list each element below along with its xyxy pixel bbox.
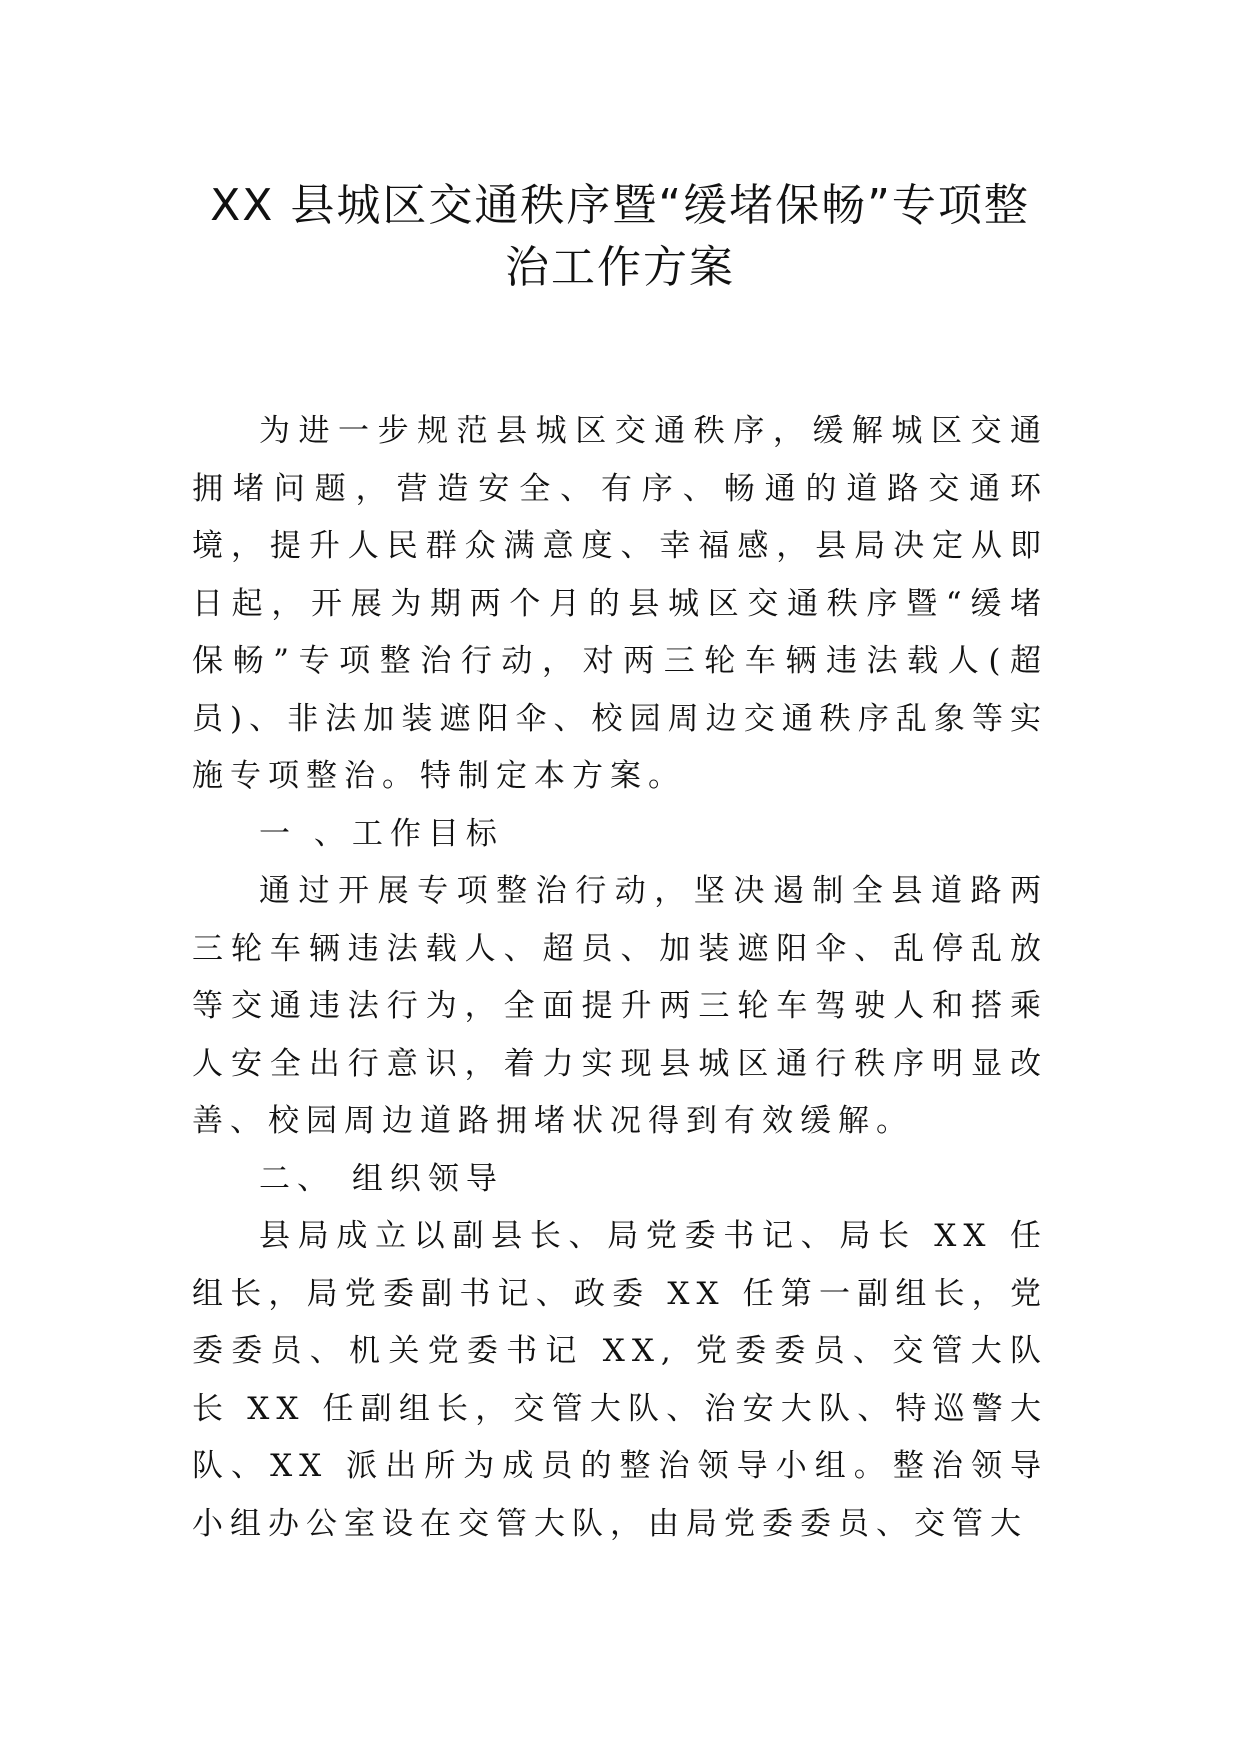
section-body-organization: 县局成立以副县长、局党委书记、局长 XX 任组长，局党委副书记、政委 XX 任第一副组长，党委委员、机关党委书记 XX, 党委委员、交管大队长 XX 任副组长，交管大队、治安大队、特巡警大队、XX 派出所为成员的整治领导小组。整治领导小组办公室设在交管大队，由局党委委员、交管大 — [192, 1218, 1048, 1542]
document-title — [150, 175, 1090, 299]
document-title-line-2: 治工作方案 — [505, 242, 735, 293]
section-heading-goals: 一 、工作目标 — [259, 815, 504, 852]
document-body — [192, 403, 1048, 1553]
intro-paragraph: 为进一步规范县城区交通秩序，缓解城区交通拥堵问题，营造安全、有序、畅通的道路交通环境，提升人民群众满意度、幸福感，县局决定从即日起，开展为期两个月的县城区交通秩序暨“缓堵保畅”专项整治行动，对两三轮车辆违法载人(超员)、非法加装遮阳伞、校园周边交通秩序乱象等实施专项整治。特制定本方案。 — [192, 413, 1048, 794]
section-heading-organization: 二、 组织领导 — [259, 1160, 504, 1197]
section-body-goals: 通过开展专项整治行动，坚决遏制全县道路两三轮车辆违法载人、超员、加装遮阳伞、乱停乱放等交通违法行为，全面提升两三轮车驾驶人和搭乘人安全出行意识，着力实现县城区通行秩序明显改善、校园周边道路拥堵状况得到有效缓解。 — [192, 873, 1048, 1139]
document-title-line-1: XX 县城区交通秩序暨“缓堵保畅”专项整 — [210, 180, 1030, 231]
